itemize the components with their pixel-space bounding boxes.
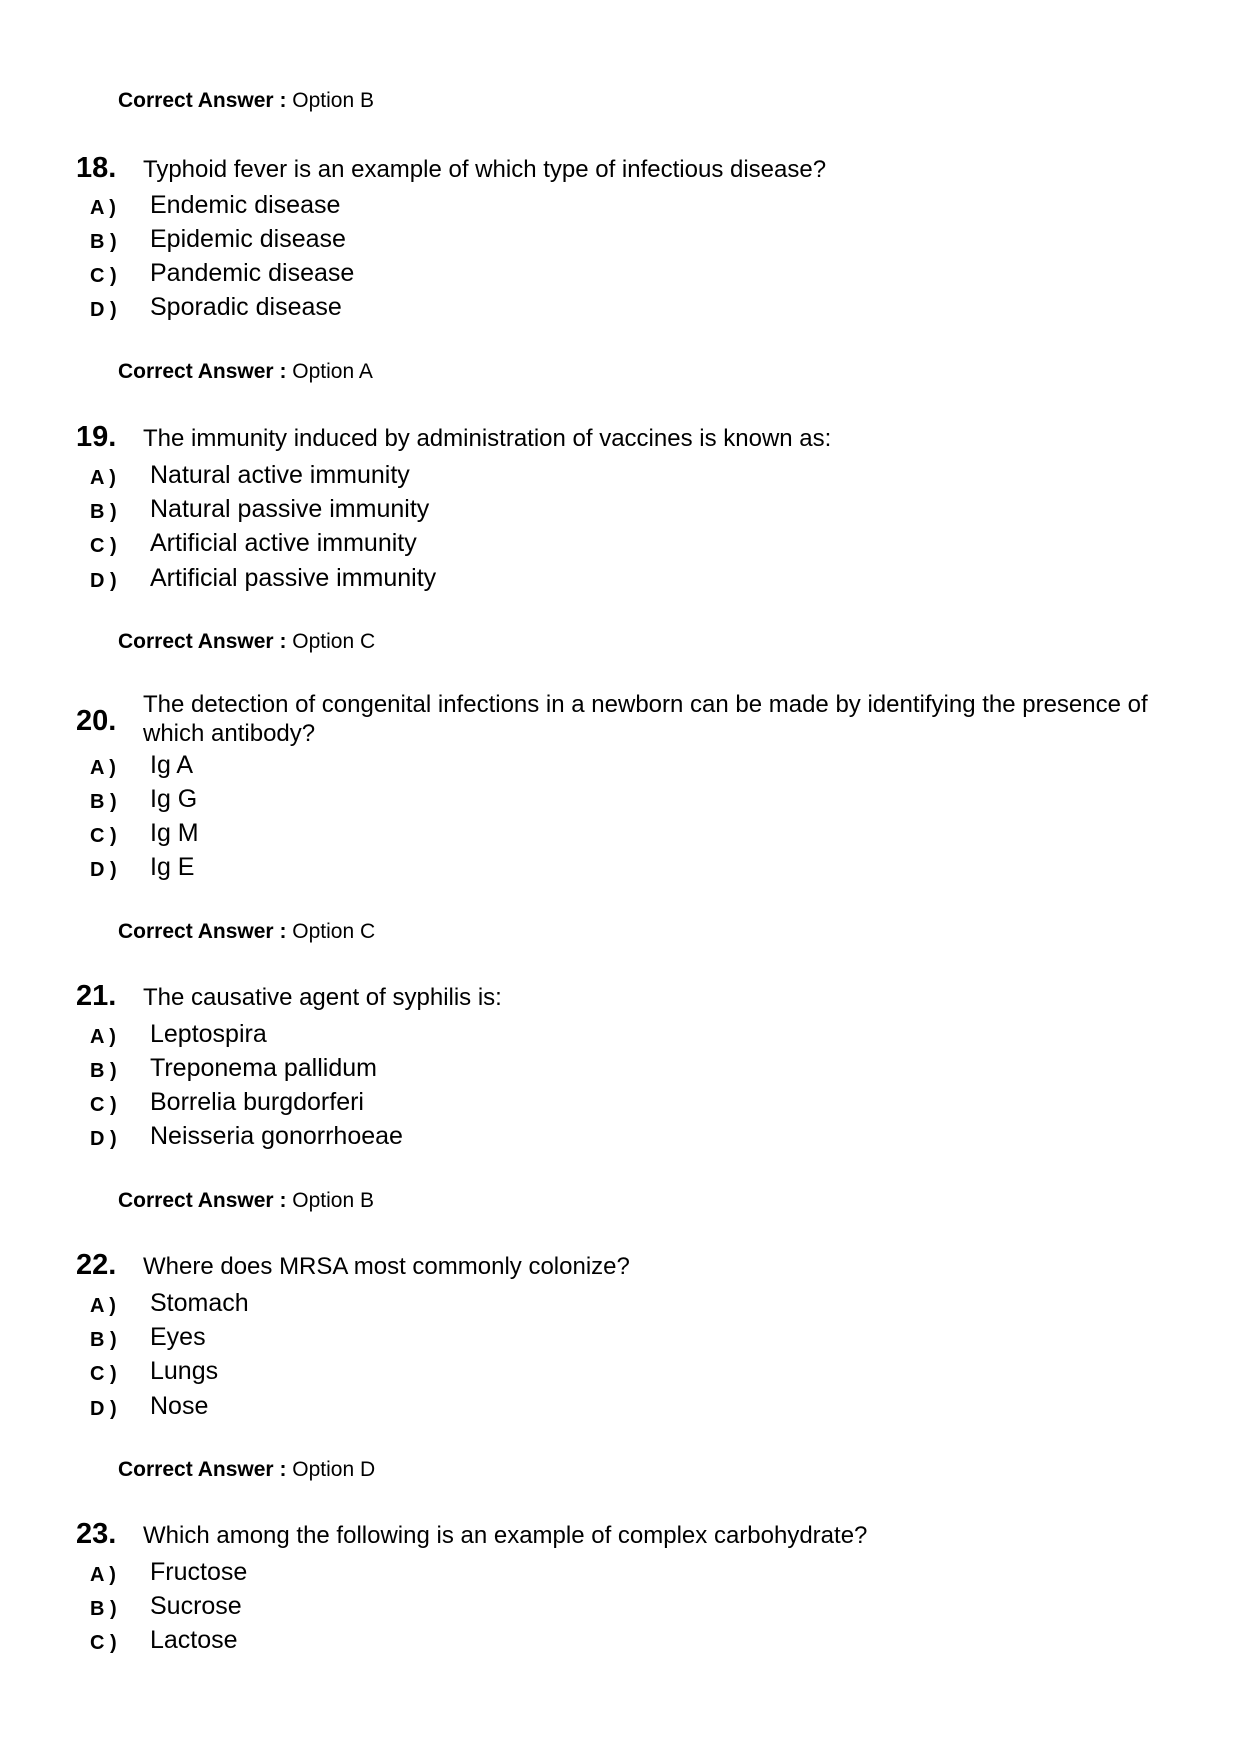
option-text: Epidemic disease bbox=[150, 225, 346, 253]
option-letter: B ) bbox=[90, 791, 117, 813]
question-number: 20. bbox=[76, 705, 117, 737]
option-text: Ig A bbox=[150, 751, 194, 779]
correct-answer-value: Option C bbox=[292, 630, 376, 653]
option-text: Artificial passive immunity bbox=[150, 564, 437, 592]
option-letter: C ) bbox=[90, 825, 117, 847]
option-text: Lungs bbox=[150, 1357, 219, 1385]
correct-answer-label: Correct Answer : bbox=[118, 1458, 287, 1481]
correct-answer-q21 bbox=[118, 1189, 374, 1213]
correct-answer-label: Correct Answer : bbox=[118, 920, 287, 943]
question-text: The causative agent of syphilis is: bbox=[143, 984, 502, 1011]
correct-answer-q19 bbox=[118, 630, 375, 654]
option-letter: D ) bbox=[90, 1398, 117, 1420]
question-text: Typhoid fever is an example of which type of infectious disease? bbox=[143, 156, 827, 183]
option-text: Natural passive immunity bbox=[150, 495, 430, 523]
option-text: Pandemic disease bbox=[150, 259, 355, 287]
option-letter: C ) bbox=[90, 1363, 117, 1385]
option-letter: B ) bbox=[90, 501, 117, 523]
option-text: Neisseria gonorrhoeae bbox=[150, 1122, 403, 1150]
option-text: Leptospira bbox=[150, 1020, 267, 1048]
option-letter: C ) bbox=[90, 1094, 117, 1116]
correct-answer-label: Correct Answer : bbox=[118, 89, 287, 112]
option-text: Fructose bbox=[150, 1558, 248, 1586]
option-letter: D ) bbox=[90, 299, 117, 321]
question-text: Which among the following is an example of complex carbohydrate? bbox=[143, 1522, 868, 1549]
option-letter: C ) bbox=[90, 535, 117, 557]
option-letter: B ) bbox=[90, 1329, 117, 1351]
option-letter: A ) bbox=[90, 1295, 116, 1317]
option-letter: C ) bbox=[90, 1632, 117, 1654]
correct-answer-value: Option B bbox=[292, 1189, 374, 1212]
option-text: Ig M bbox=[150, 819, 199, 847]
option-letter: B ) bbox=[90, 231, 117, 253]
option-letter: D ) bbox=[90, 570, 117, 592]
correct-answer-label: Correct Answer : bbox=[118, 360, 287, 383]
option-letter: D ) bbox=[90, 1128, 117, 1150]
correct-answer-value: Option B bbox=[292, 89, 374, 112]
option-text: Treponema pallidum bbox=[150, 1054, 377, 1082]
question-number: 23. bbox=[76, 1518, 117, 1550]
option-letter: A ) bbox=[90, 1564, 116, 1586]
question-number: 18. bbox=[76, 152, 117, 184]
option-letter: A ) bbox=[90, 467, 116, 489]
correct-answer-label: Correct Answer : bbox=[118, 630, 287, 653]
correct-answer-value: Option A bbox=[292, 360, 373, 383]
correct-answer-label: Correct Answer : bbox=[118, 1189, 287, 1212]
question-number: 19. bbox=[76, 421, 117, 453]
correct-answer-q18 bbox=[118, 360, 373, 384]
option-letter: A ) bbox=[90, 197, 116, 219]
option-text: Endemic disease bbox=[150, 191, 341, 219]
option-text: Eyes bbox=[150, 1323, 206, 1351]
question-number: 21. bbox=[76, 980, 117, 1012]
option-text: Sucrose bbox=[150, 1592, 242, 1620]
option-text: Stomach bbox=[150, 1289, 249, 1317]
correct-answer-q17 bbox=[118, 89, 374, 113]
option-letter: C ) bbox=[90, 265, 117, 287]
question-text: Where does MRSA most commonly colonize? bbox=[143, 1253, 630, 1280]
question-text: The immunity induced by administration of vaccines is known as: bbox=[143, 425, 832, 452]
correct-answer-value: Option C bbox=[292, 920, 376, 943]
option-text: Ig G bbox=[150, 785, 198, 813]
option-text: Borrelia burgdorferi bbox=[150, 1088, 364, 1116]
option-letter: B ) bbox=[90, 1060, 117, 1082]
option-text: Sporadic disease bbox=[150, 293, 342, 321]
option-letter: B ) bbox=[90, 1598, 117, 1620]
question-text: The detection of congenital infections in a newborn can be made by identifying the presence of which antibody? bbox=[143, 691, 1148, 747]
correct-answer-q20 bbox=[118, 920, 375, 944]
option-text: Lactose bbox=[150, 1626, 238, 1654]
option-text: Natural active immunity bbox=[150, 461, 410, 489]
option-letter: A ) bbox=[90, 1026, 116, 1048]
option-text: Ig E bbox=[150, 853, 195, 881]
option-text: Nose bbox=[150, 1392, 209, 1420]
correct-answer-q22 bbox=[118, 1458, 375, 1482]
option-text: Artificial active immunity bbox=[150, 529, 417, 557]
option-letter: D ) bbox=[90, 859, 117, 881]
question-number: 22. bbox=[76, 1249, 117, 1281]
correct-answer-value: Option D bbox=[292, 1458, 376, 1481]
option-letter: A ) bbox=[90, 757, 116, 779]
